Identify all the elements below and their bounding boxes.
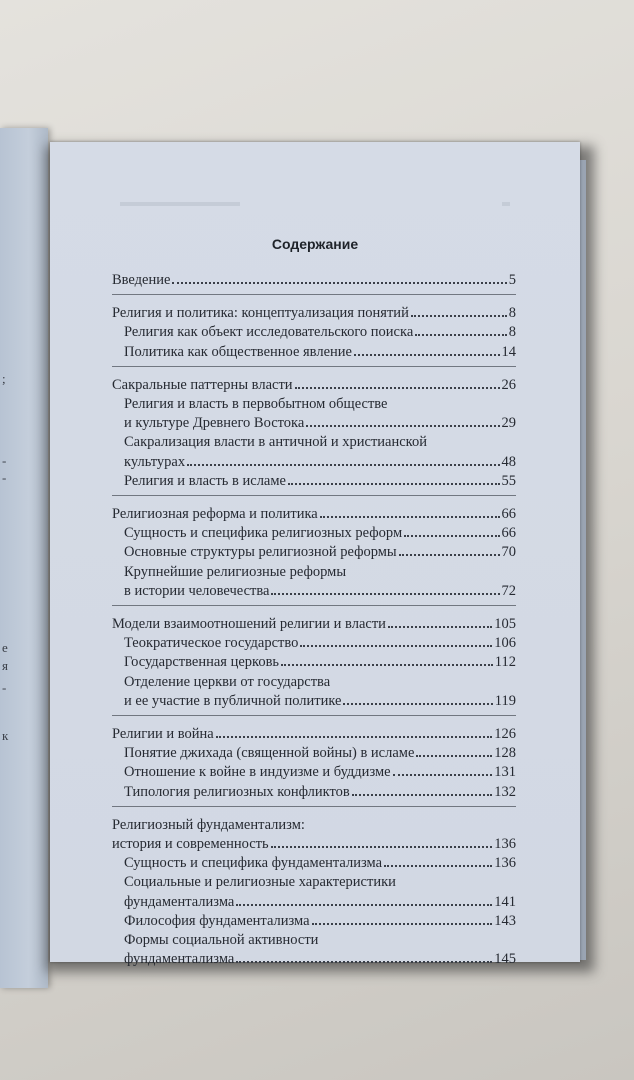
- toc-entry-title: фундаментализма: [124, 951, 235, 968]
- toc-subentry: [124, 342, 516, 362]
- toc-subentry: [124, 562, 516, 582]
- dot-leader: [384, 856, 492, 867]
- toc-subentry: [124, 413, 516, 433]
- dot-leader: [388, 617, 492, 628]
- toc-subentry: [124, 452, 516, 472]
- toc-subentry: [124, 782, 516, 802]
- toc-subentry: [124, 892, 516, 912]
- toc-entry: [112, 270, 516, 290]
- facing-page-mark: я: [2, 658, 8, 673]
- dot-leader: [306, 416, 499, 427]
- toc-page-number: 106: [494, 635, 516, 652]
- toc-page-number: 14: [501, 343, 516, 360]
- dot-leader: [236, 895, 492, 906]
- toc-entry-title: история и современность: [112, 836, 269, 852]
- toc-page-number: 29: [501, 415, 516, 432]
- toc-page-number: 26: [501, 376, 516, 393]
- show-through-header: [120, 202, 240, 206]
- toc-page-number: 66: [501, 506, 516, 522]
- toc-subentry: [124, 523, 516, 543]
- toc-page-number: 112: [494, 654, 516, 671]
- facing-page-mark: к: [2, 728, 9, 743]
- toc-entry-title: Сущность и специфика фундаментализма: [124, 855, 383, 872]
- toc-entry-title: Отделение церкви от государства: [124, 673, 331, 690]
- toc-entry-title: Крупнейшие религиозные реформы: [124, 563, 347, 580]
- toc-entry-title: Религия как объект исследовательского поиска: [124, 324, 414, 341]
- toc-entry-title: Формы социальной активности: [124, 932, 319, 948]
- toc-subentry: [124, 672, 516, 692]
- dot-leader: [352, 785, 493, 796]
- toc-entry: [112, 614, 516, 634]
- section-divider: [112, 715, 516, 716]
- toc-subentry: [124, 652, 516, 672]
- toc-entry-title: Сакральные паттерны власти: [112, 376, 293, 393]
- toc-entry-title: Государственная церковь: [124, 654, 280, 671]
- toc-subentry: [124, 911, 516, 931]
- toc-entry-title: Введение: [112, 272, 171, 288]
- toc-entry-title: Теократическое государство: [124, 635, 299, 652]
- dot-leader: [187, 455, 499, 466]
- toc-subentry: [124, 542, 516, 562]
- dot-leader: [416, 746, 492, 757]
- toc-entry-title: и ее участие в публичной политике: [124, 692, 342, 709]
- toc-page-number: 145: [494, 951, 516, 968]
- section-divider: [112, 806, 516, 807]
- toc-page-number: 119: [494, 692, 516, 709]
- toc-entry-title: Политика как общественное явление: [124, 343, 352, 360]
- toc-subentry: [124, 872, 516, 892]
- dot-leader: [271, 837, 493, 848]
- dot-leader: [216, 727, 493, 738]
- toc-entry: [112, 504, 516, 524]
- toc-entry-title: Философия фундаментализма: [124, 912, 310, 929]
- toc-subentry: [124, 322, 516, 342]
- toc-entry-title: фундаментализма: [124, 893, 235, 910]
- toc-entry-title: Социальные и религиозные характеристики: [124, 874, 396, 891]
- book-page: [50, 142, 580, 968]
- toc-entry-title: Религии и война: [112, 726, 214, 742]
- toc-page-number: 105: [494, 616, 516, 632]
- section-divider: [112, 294, 516, 295]
- toc-entry-title: Типология религиозных конфликтов: [124, 783, 350, 800]
- toc-entry-title: Сакрализация власти в античной и христианской: [124, 434, 427, 451]
- toc-subentry: [124, 743, 516, 763]
- toc-entry-title: Понятие джихада (священной войны) в исламе: [124, 745, 415, 762]
- toc-page-number: 8: [508, 305, 516, 322]
- toc-entry-title: в истории человечества: [124, 582, 270, 599]
- toc-entry-title: культурах: [124, 453, 186, 470]
- dot-leader: [312, 914, 493, 925]
- toc-entry: [112, 724, 516, 744]
- toc-page-number: 136: [494, 836, 516, 852]
- section-divider: [112, 495, 516, 496]
- toc-entry-title: Отношение к войне в индуизме и буддизме: [124, 764, 391, 781]
- dot-leader: [415, 325, 507, 336]
- dot-leader: [236, 952, 492, 963]
- toc-page-number: 70: [501, 544, 516, 561]
- show-through-page-number: [502, 202, 510, 206]
- toc-page-number: 72: [501, 582, 516, 599]
- toc-subentry: [124, 949, 516, 969]
- facing-page-mark: е: [2, 640, 8, 655]
- toc-entry: [112, 815, 516, 835]
- toc-subentry: [124, 432, 516, 452]
- toc-page-number: 48: [501, 453, 516, 470]
- dot-leader: [288, 474, 500, 485]
- toc-entry-title: Сущность и специфика религиозных реформ: [124, 525, 403, 542]
- dot-leader: [399, 545, 500, 556]
- toc-subentry: [124, 930, 516, 950]
- toc-subentry: [124, 853, 516, 873]
- dot-leader: [320, 507, 500, 518]
- dot-leader: [300, 636, 492, 647]
- toc-entry-title: Религиозная реформа и политика: [112, 506, 318, 522]
- toc-page-number: 126: [494, 726, 516, 742]
- toc-title: Содержание: [271, 236, 359, 252]
- toc-entry-title: Основные структуры религиозной реформы: [124, 544, 397, 561]
- toc-page-number: 8: [508, 324, 516, 341]
- toc-page-number: 141: [494, 893, 516, 910]
- dot-leader: [281, 655, 493, 666]
- toc-entry: [112, 375, 516, 395]
- facing-page-mark: -: [2, 680, 7, 695]
- facing-page-mark: ;: [2, 371, 6, 386]
- facing-page-mark: -: [2, 453, 7, 468]
- toc-subentry: [124, 633, 516, 653]
- toc-entry-title: Религиозный фундаментализм:: [112, 816, 305, 833]
- facing-page-mark: -: [2, 470, 7, 485]
- toc-entry-title: и культуре Древнего Востока: [124, 415, 305, 432]
- toc-page-number: 136: [494, 855, 516, 872]
- toc-subentry: [124, 471, 516, 491]
- toc-page-number: 128: [494, 745, 516, 762]
- toc-entry-title: Религия и власть в первобытном обществе: [124, 396, 388, 412]
- dot-leader: [295, 378, 500, 389]
- toc-subentry: [124, 581, 516, 601]
- dot-leader: [404, 526, 499, 537]
- dot-leader: [354, 345, 500, 356]
- toc-entry: [112, 303, 516, 323]
- toc-entry-title: Религия и политика: концептуализация понятий: [112, 305, 409, 322]
- dot-leader: [172, 273, 506, 284]
- facing-page: [0, 128, 48, 988]
- toc-page-number: 143: [494, 912, 516, 929]
- section-divider: [112, 366, 516, 367]
- dot-leader: [271, 584, 499, 595]
- toc-entry: [112, 834, 516, 854]
- toc-page-number: 66: [501, 525, 516, 542]
- dot-leader: [411, 306, 507, 317]
- toc-entry-title: Религия и власть в исламе: [124, 472, 286, 489]
- toc-page-number: 55: [501, 472, 516, 489]
- toc-page-number: 131: [494, 764, 516, 781]
- section-divider: [112, 605, 516, 606]
- toc-entry-title: Модели взаимоотношений религии и власти: [112, 616, 386, 632]
- dot-leader: [343, 694, 492, 705]
- toc-subentry: [124, 691, 516, 711]
- toc-page-number: 5: [508, 272, 516, 288]
- toc-subentry: [124, 762, 516, 782]
- toc-page-number: 132: [494, 783, 516, 800]
- dot-leader: [393, 765, 493, 776]
- toc-subentry: [124, 394, 516, 414]
